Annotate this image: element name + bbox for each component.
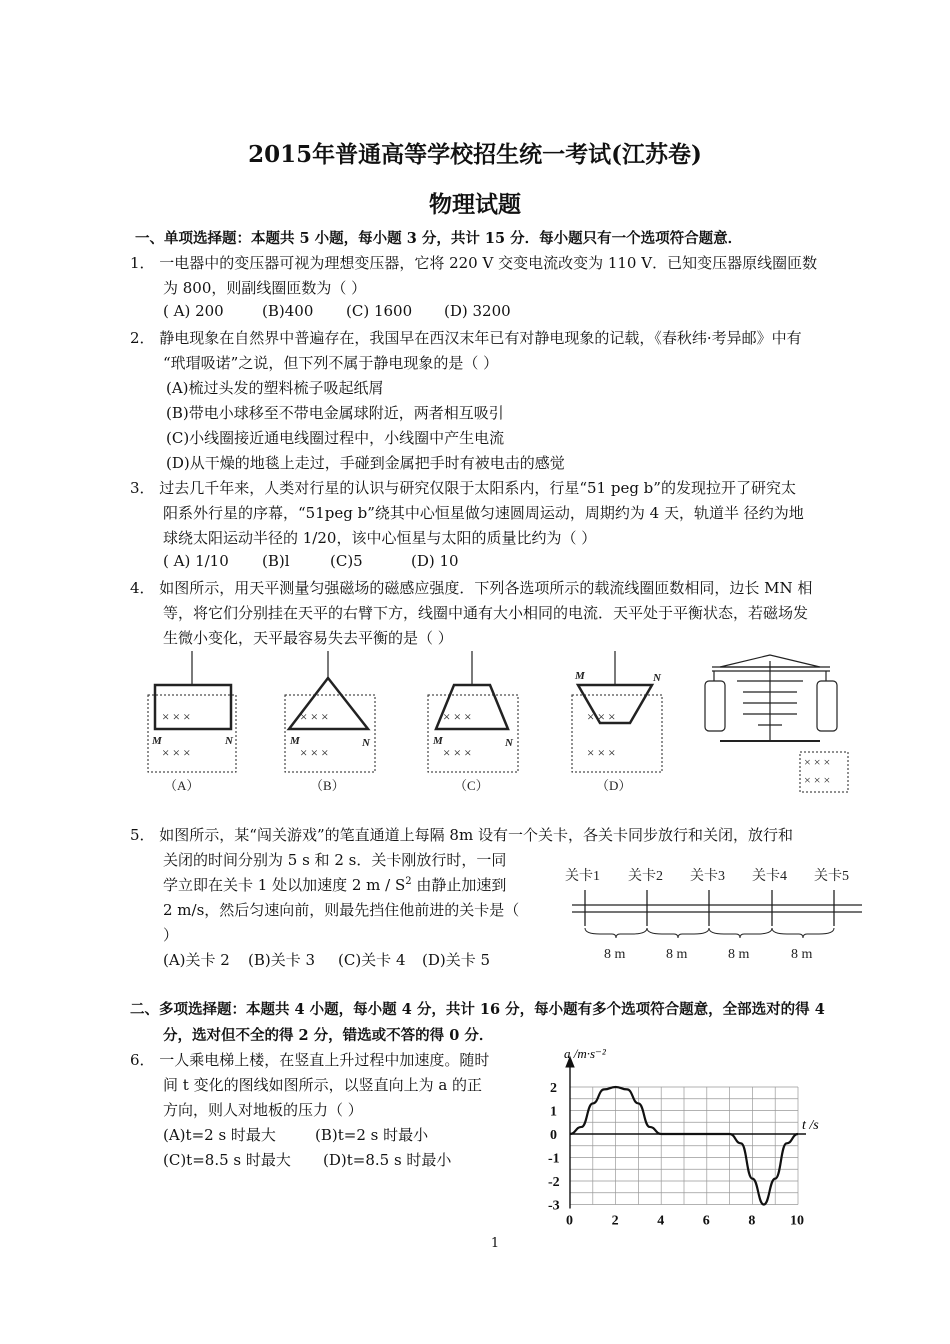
option-b: (B)l bbox=[262, 552, 290, 570]
y-tick-label: -3 bbox=[548, 1198, 560, 1214]
figure-b bbox=[285, 651, 375, 772]
figure-label-c: （C） bbox=[454, 778, 489, 793]
option-b: (B)带电小球移至不带电金属球附近，两者相互吸引 bbox=[166, 404, 504, 422]
x-tick-label: 10 bbox=[790, 1213, 804, 1229]
x-tick-label: 6 bbox=[702, 1213, 710, 1229]
label-m: M bbox=[575, 670, 585, 682]
option-d: (D) 10 bbox=[411, 552, 459, 570]
question-text: ） bbox=[163, 926, 179, 944]
y-axis-label: a /m·s⁻² bbox=[564, 1046, 606, 1061]
question-text: 5． 如图所示，某“闯关游戏”的笔直通道上每隔 8m 设有一个关卡，各关卡同步放行和关闭，放行和 bbox=[130, 826, 793, 844]
question-text: 阳系外行星的序幕，“51peg b”绕其中心恒星做匀速圆周运动，周期约为 4 天，轨道半 径约为地 bbox=[163, 504, 804, 522]
question-text: 学立即在关卡 1 处以加速度 2 m / $S^2$ 由静止加速到 bbox=[163, 876, 507, 894]
option-b: (B)t=2 s 时最小 bbox=[315, 1126, 429, 1144]
option-a: (A)关卡 2 bbox=[163, 951, 230, 969]
option-a: (A)梳过头发的塑料梳子吸起纸屑 bbox=[166, 379, 384, 397]
gate-label: 关卡5 bbox=[814, 869, 849, 884]
field-crosses: × × × bbox=[162, 709, 191, 724]
field-crosses: × × × bbox=[587, 709, 616, 724]
question-text: 6． 一人乘电梯上楼，在竖直上升过程中加速度。随时 bbox=[130, 1051, 490, 1069]
label-m: M bbox=[290, 735, 300, 747]
label-m: M bbox=[152, 735, 162, 747]
field-crosses: × × × bbox=[300, 745, 329, 760]
option-c: (C)小线圈接近通电线圈过程中，小线圈中产生电流 bbox=[166, 429, 505, 447]
figure-label-d: （D） bbox=[596, 778, 632, 793]
question-text: 等，将它们分别挂在天平的右臂下方，线圈中通有大小相同的电流．天平处于平衡状态，若磁场发 bbox=[163, 604, 809, 622]
gate-label: 关卡4 bbox=[752, 869, 787, 884]
acceleration-chart bbox=[530, 1040, 830, 1230]
field-crosses: × × × bbox=[804, 755, 831, 769]
field-crosses: × × × bbox=[162, 745, 191, 760]
option-c: (C)5 bbox=[330, 552, 363, 570]
field-crosses: × × × bbox=[804, 773, 831, 787]
question-text: 方向，则人对地板的压力（ ） bbox=[163, 1101, 363, 1119]
option-c: (C) 1600 bbox=[346, 302, 413, 320]
gate-label: 关卡1 bbox=[565, 869, 600, 884]
question-text: 为 800，则副线圈匝数为（ ） bbox=[163, 279, 367, 297]
option-c: (C)t=8.5 s 时最大 bbox=[163, 1151, 291, 1169]
field-crosses: × × × bbox=[443, 745, 472, 760]
x-tick-label: 0 bbox=[566, 1213, 573, 1229]
field-crosses: × × × bbox=[587, 745, 616, 760]
figure-c bbox=[428, 651, 518, 772]
x-axis-label: t /s bbox=[802, 1118, 819, 1133]
label-n: N bbox=[225, 735, 233, 747]
field-crosses: × × × bbox=[443, 709, 472, 724]
option-d: (D)从干燥的地毯上走过，手碰到金属把手时有被电击的感觉 bbox=[166, 454, 565, 472]
field-crosses: × × × bbox=[300, 709, 329, 724]
option-b: (B)关卡 3 bbox=[248, 951, 316, 969]
question-text: 3． 过去几千年来，人类对行星的认识与研究仅限于太阳系内，行星“51 peg b”的发现拉开了研究太 bbox=[130, 479, 796, 497]
page-number: 1 bbox=[490, 1236, 500, 1251]
option-a: ( A) 200 bbox=[163, 302, 224, 320]
option-d: (D) 3200 bbox=[444, 302, 511, 320]
y-tick-label: -1 bbox=[548, 1151, 560, 1167]
option-a: (A)t=2 s 时最大 bbox=[163, 1126, 276, 1144]
label-n: N bbox=[653, 672, 661, 684]
question-text: 球绕太阳运动半径的 1/20，该中心恒星与太阳的质量比约为（ ） bbox=[163, 529, 597, 547]
figure-d bbox=[572, 651, 662, 772]
gate-figure bbox=[560, 858, 870, 968]
y-tick-label: 0 bbox=[550, 1128, 557, 1143]
section-heading: 二、多项选择题：本题共 4 小题，每小题 4 分，共计 16 分，每小题有多个选项符合题意，全部选对的得 4 bbox=[130, 1001, 825, 1018]
y-tick-label: 1 bbox=[550, 1104, 557, 1120]
distance-label: 8 m bbox=[604, 947, 626, 962]
page-subtitle: 物理试题 bbox=[429, 191, 521, 218]
page-title: 2015年普通高等学校招生统一考试(江苏卷) bbox=[248, 141, 702, 168]
section-heading: 分，选对但不全的得 2 分，错选或不答的得 0 分． bbox=[163, 1027, 494, 1044]
label-n: N bbox=[362, 737, 370, 749]
question-text: 间 t 变化的图线如图所示，以竖直向上为 a 的正 bbox=[163, 1076, 483, 1094]
label-m: M bbox=[433, 735, 443, 747]
x-tick-label: 4 bbox=[657, 1213, 665, 1229]
question-text: 4． 如图所示，用天平测量匀强磁场的磁感应强度．下列各选项所示的载流线圈匝数相同，边长 MN 相 bbox=[130, 579, 813, 597]
x-tick-label: 2 bbox=[611, 1213, 619, 1229]
question-text: 2． 静电现象在自然界中普遍存在，我国早在西汉末年已有对静电现象的记载，《春秋纬·考异邮》中有 bbox=[130, 329, 802, 347]
label-n: N bbox=[505, 737, 513, 749]
option-a: ( A) 1/10 bbox=[163, 552, 229, 570]
option-c: (C)关卡 4 bbox=[338, 951, 406, 969]
balance-figure bbox=[705, 655, 848, 792]
question-text: 生微小变化，天平最容易失去平衡的是（ ） bbox=[163, 629, 453, 647]
option-d: (D)关卡 5 bbox=[422, 951, 491, 969]
question-text: 关闭的时间分别为 5 s 和 2 s．关卡刚放行时，一同 bbox=[163, 851, 507, 869]
figure-label-a: （A） bbox=[164, 778, 200, 793]
option-b: (B)400 bbox=[262, 302, 314, 320]
coil-figures bbox=[140, 645, 870, 805]
x-tick-label: 8 bbox=[748, 1213, 756, 1229]
option-d: (D)t=8.5 s 时最小 bbox=[323, 1151, 452, 1169]
figure-label-b: （B） bbox=[310, 778, 345, 793]
question-text: 2 m/s，然后匀速向前，则最先挡住他前进的关卡是（ bbox=[163, 901, 520, 919]
y-tick-label: 2 bbox=[550, 1081, 557, 1096]
question-text: 1． 一电器中的变压器可视为理想变压器，它将 220 V 交变电流改变为 110 V．已知变压器原线圈匝数 bbox=[130, 254, 818, 272]
question-text: “玳瑁吸诺”之说，但下列不属于静电现象的是（ ） bbox=[163, 354, 499, 372]
gate-label: 关卡3 bbox=[690, 869, 725, 884]
gate-label: 关卡2 bbox=[628, 869, 663, 884]
y-tick-label: -2 bbox=[548, 1175, 560, 1190]
distance-label: 8 m bbox=[791, 947, 813, 962]
distance-label: 8 m bbox=[666, 947, 688, 962]
distance-label: 8 m bbox=[728, 947, 750, 962]
section-heading: 一、单项选择题：本题共 5 小题，每小题 3 分，共计 15 分．每小题只有一个选项符合题意． bbox=[135, 230, 743, 247]
